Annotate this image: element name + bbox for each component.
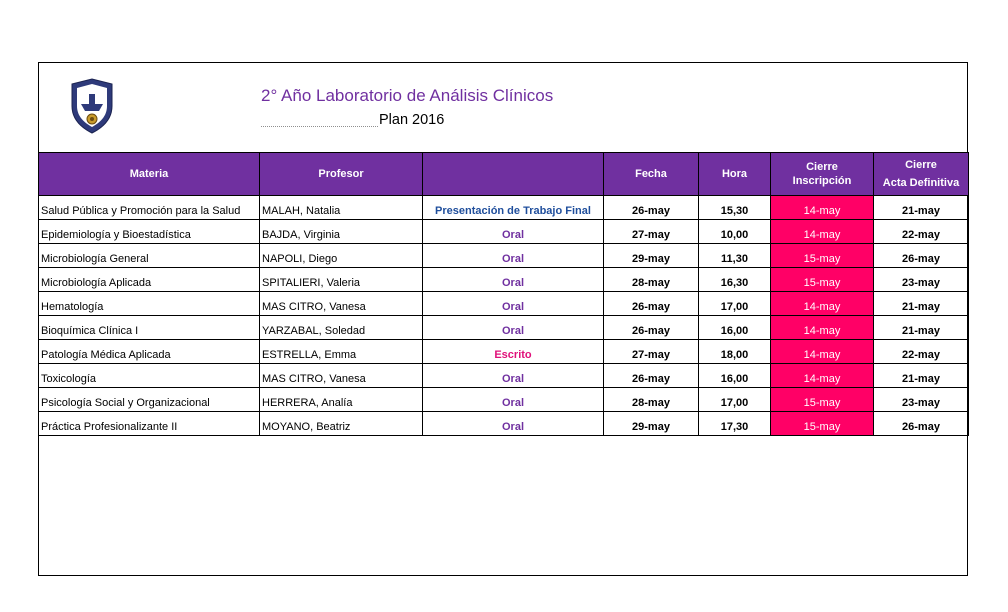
cell-tipo: Oral xyxy=(423,244,604,268)
cell-profesor: BAJDA, Virginia xyxy=(260,220,423,244)
cell-materia: Psicología Social y Organizacional xyxy=(39,388,260,412)
col-header-acta-definitiva xyxy=(874,153,969,196)
table-header-row xyxy=(39,153,969,196)
table-row xyxy=(39,292,969,316)
cell-hora: 11,30 xyxy=(699,244,771,268)
col-header-cierre-inscripcion xyxy=(771,153,874,196)
cell-profesor: SPITALIERI, Valeria xyxy=(260,268,423,292)
cell-fecha: 29-may xyxy=(604,412,699,436)
cell-acta-definitiva: 26-may xyxy=(874,244,969,268)
cell-tipo: Oral xyxy=(423,220,604,244)
cell-materia: Salud Pública y Promoción para la Salud xyxy=(39,196,260,220)
col-header-materia: Materia xyxy=(39,153,260,196)
cell-tipo: Oral xyxy=(423,316,604,340)
cell-cierre-inscripcion: 15-may xyxy=(771,388,874,412)
cell-acta-definitiva: 26-may xyxy=(874,412,969,436)
cell-materia: Microbiología Aplicada xyxy=(39,268,260,292)
cell-cierre-inscripcion: 14-may xyxy=(771,340,874,364)
table-row xyxy=(39,268,969,292)
cell-profesor: MALAH, Natalia xyxy=(260,196,423,220)
col-header-hora: Hora xyxy=(699,153,771,196)
cell-hora: 17,30 xyxy=(699,412,771,436)
col-header-acta-line2: Acta Definitiva xyxy=(882,177,960,189)
cell-fecha: 28-may xyxy=(604,388,699,412)
cell-tipo: Presentación de Trabajo Final xyxy=(423,196,604,220)
cell-materia: Práctica Profesionalizante II xyxy=(39,412,260,436)
cell-acta-definitiva: 22-may xyxy=(874,220,969,244)
cell-acta-definitiva: 21-may xyxy=(874,316,969,340)
cell-cierre-inscripcion: 14-may xyxy=(771,364,874,388)
dotted-leader xyxy=(261,114,378,127)
cell-materia: Hematología xyxy=(39,292,260,316)
table-row xyxy=(39,364,969,388)
col-header-profesor: Profesor xyxy=(260,153,423,196)
plan-label: Plan 2016 xyxy=(379,112,445,128)
cell-acta-definitiva: 23-may xyxy=(874,268,969,292)
cell-profesor: MAS CITRO, Vanesa xyxy=(260,292,423,316)
cell-materia: Patología Médica Aplicada xyxy=(39,340,260,364)
exam-schedule-table xyxy=(38,152,969,436)
cell-materia: Microbiología General xyxy=(39,244,260,268)
cell-acta-definitiva: 21-may xyxy=(874,196,969,220)
cell-cierre-inscripcion: 14-may xyxy=(771,196,874,220)
table-row xyxy=(39,196,969,220)
cell-profesor: ESTRELLA, Emma xyxy=(260,340,423,364)
table-row xyxy=(39,340,969,364)
institution-logo xyxy=(68,78,116,134)
cell-fecha: 28-may xyxy=(604,268,699,292)
table-row xyxy=(39,220,969,244)
cell-tipo: Escrito xyxy=(423,340,604,364)
cell-hora: 16,00 xyxy=(699,364,771,388)
cell-cierre-inscripcion: 15-may xyxy=(771,268,874,292)
cell-materia: Epidemiología y Bioestadística xyxy=(39,220,260,244)
cell-fecha: 26-may xyxy=(604,292,699,316)
cell-hora: 17,00 xyxy=(699,388,771,412)
cell-fecha: 26-may xyxy=(604,196,699,220)
table-row xyxy=(39,412,969,436)
cell-hora: 10,00 xyxy=(699,220,771,244)
cell-hora: 16,30 xyxy=(699,268,771,292)
cell-acta-definitiva: 22-may xyxy=(874,340,969,364)
cell-fecha: 27-may xyxy=(604,340,699,364)
col-header-cierre-line2: Inscripción xyxy=(792,175,852,187)
table-row xyxy=(39,244,969,268)
cell-profesor: YARZABAL, Soledad xyxy=(260,316,423,340)
cell-cierre-inscripcion: 14-may xyxy=(771,292,874,316)
cell-tipo: Oral xyxy=(423,364,604,388)
cell-profesor: MAS CITRO, Vanesa xyxy=(260,364,423,388)
table-row xyxy=(39,316,969,340)
col-header-fecha: Fecha xyxy=(604,153,699,196)
cell-profesor: HERRERA, Analía xyxy=(260,388,423,412)
col-header-cierre-line1: Cierre xyxy=(806,161,838,173)
cell-profesor: NAPOLI, Diego xyxy=(260,244,423,268)
cell-fecha: 26-may xyxy=(604,364,699,388)
cell-hora: 15,30 xyxy=(699,196,771,220)
cell-acta-definitiva: 23-may xyxy=(874,388,969,412)
col-header-tipo xyxy=(423,153,604,196)
cell-materia: Toxicología xyxy=(39,364,260,388)
cell-fecha: 29-may xyxy=(604,244,699,268)
cell-tipo: Oral xyxy=(423,412,604,436)
page-title: 2° Año Laboratorio de Análisis Clínicos xyxy=(261,86,554,105)
cell-tipo: Oral xyxy=(423,388,604,412)
cell-hora: 16,00 xyxy=(699,316,771,340)
cell-cierre-inscripcion: 15-may xyxy=(771,244,874,268)
cell-fecha: 27-may xyxy=(604,220,699,244)
cell-acta-definitiva: 21-may xyxy=(874,364,969,388)
cell-tipo: Oral xyxy=(423,268,604,292)
cell-hora: 17,00 xyxy=(699,292,771,316)
cell-profesor: MOYANO, Beatriz xyxy=(260,412,423,436)
cell-acta-definitiva: 21-may xyxy=(874,292,969,316)
col-header-acta-line1: Cierre xyxy=(905,159,937,171)
cell-fecha: 26-may xyxy=(604,316,699,340)
cell-cierre-inscripcion: 14-may xyxy=(771,316,874,340)
table-row xyxy=(39,388,969,412)
cell-cierre-inscripcion: 15-may xyxy=(771,412,874,436)
cell-hora: 18,00 xyxy=(699,340,771,364)
cell-cierre-inscripcion: 14-may xyxy=(771,220,874,244)
cell-tipo: Oral xyxy=(423,292,604,316)
cell-materia: Bioquímica Clínica I xyxy=(39,316,260,340)
